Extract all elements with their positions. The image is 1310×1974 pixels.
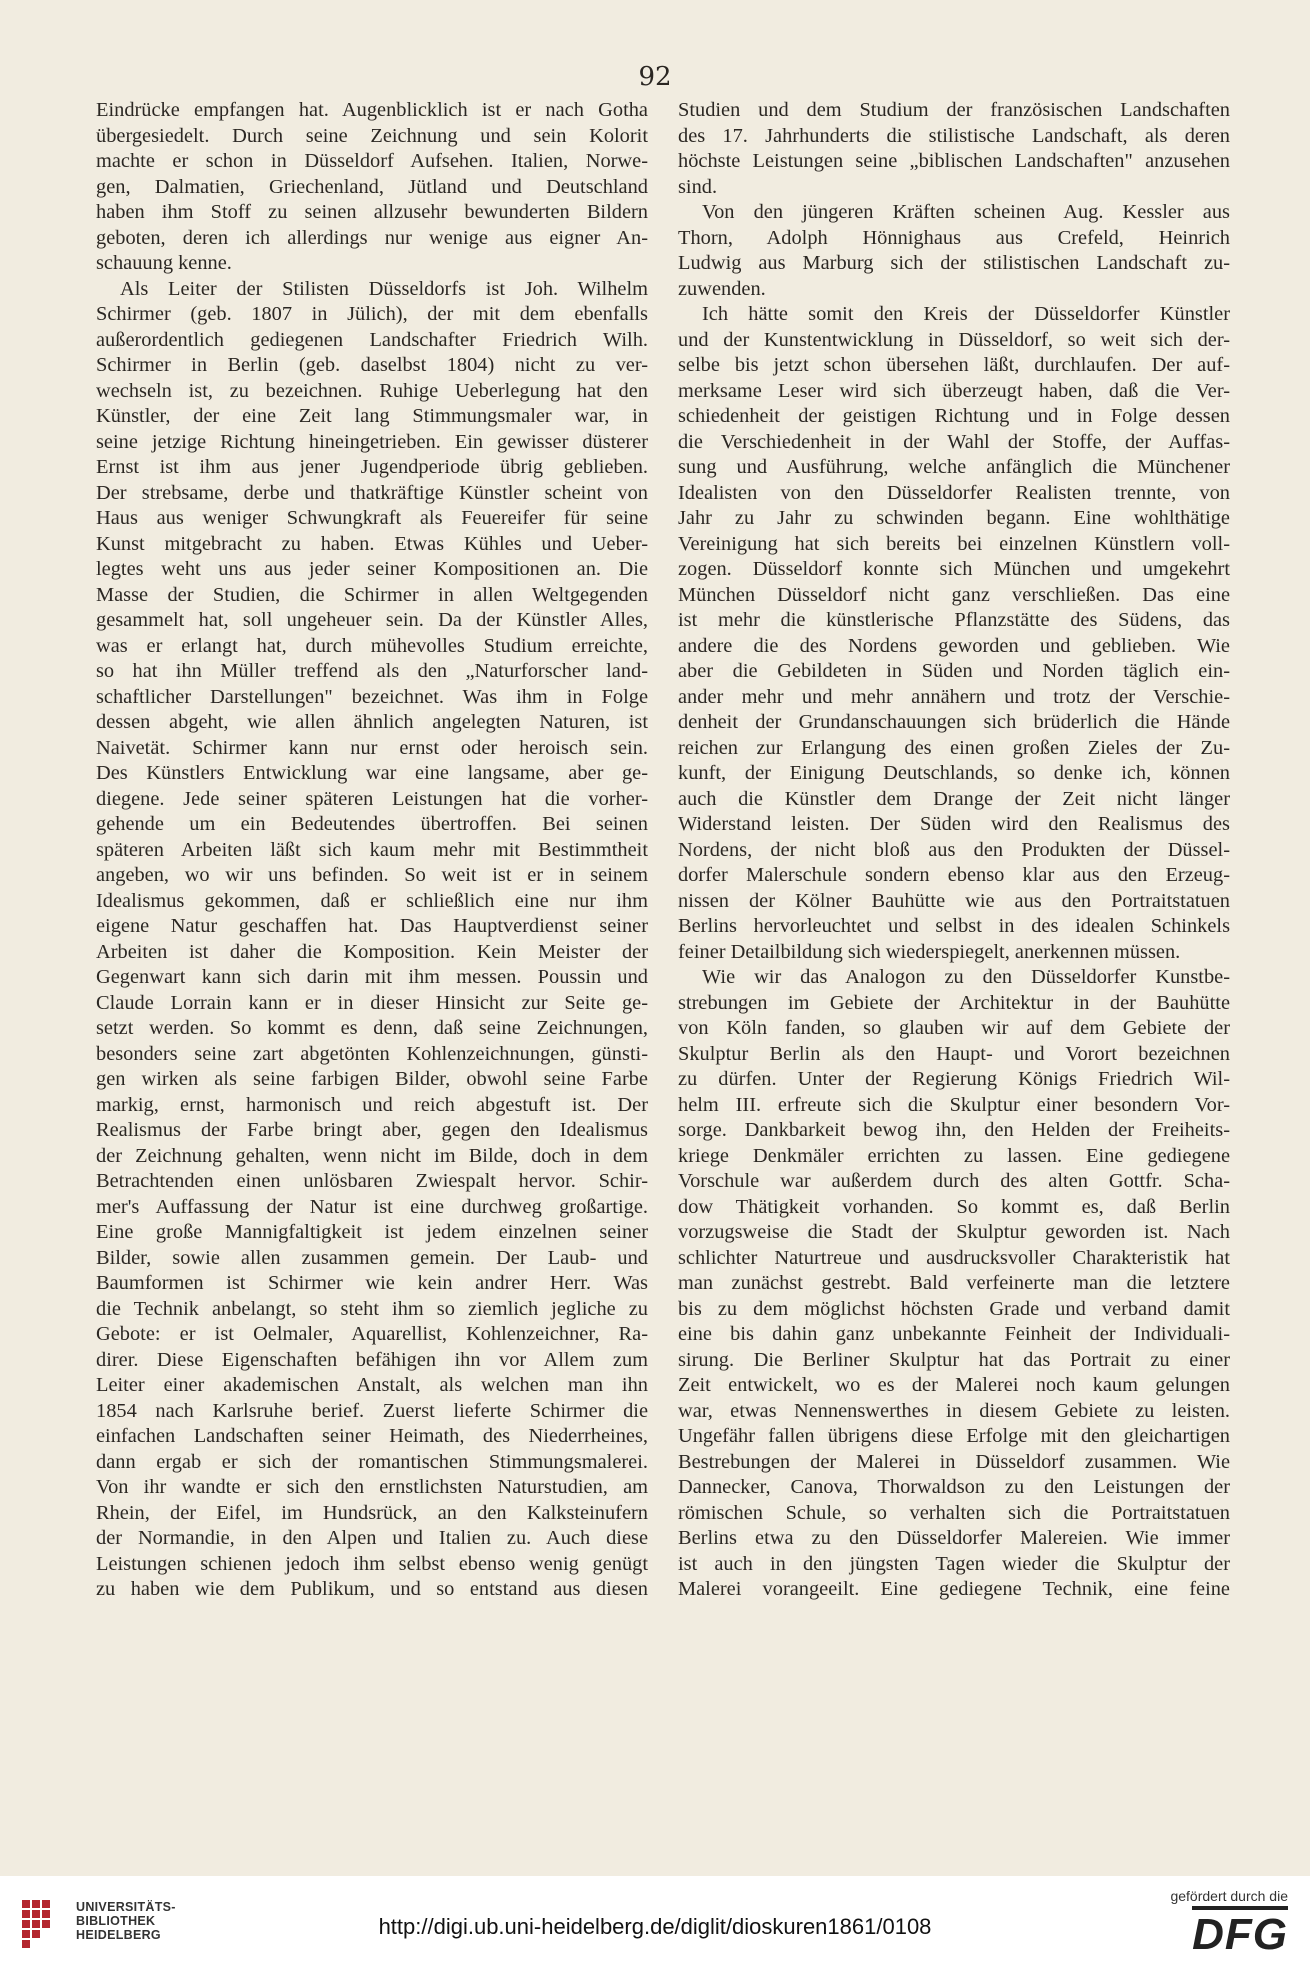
text-line: was er erlangt hat, durch mühevolles Studium erreichte, bbox=[96, 634, 648, 657]
text-line: wechseln ist, zu bezeichnen. Ruhige Ueberlegung hat den bbox=[96, 379, 648, 402]
text-line: höchste Leistungen seine „biblischen Landschaften" anzusehen bbox=[678, 150, 1230, 172]
text-line: markig, ernst, harmonisch und reich abgestuft ist. Der bbox=[96, 1093, 648, 1116]
paragraph bbox=[678, 200, 1230, 302]
text-line: Bilder, sowie allen zusammen gemein. Der Laub- und bbox=[96, 1246, 648, 1269]
text-line: Von ihr wandte er sich den ernstlichsten Naturstudien, am bbox=[96, 1476, 648, 1498]
right-text-column bbox=[678, 98, 1230, 1603]
text-line: gehende um ein Bedeutendes übertroffen. Bei seinen bbox=[96, 813, 648, 835]
text-line: direr. Diese Eigenschaften befähigen ihn vor Allem zum bbox=[96, 1348, 648, 1371]
text-line: ist mehr die künstlerische Pflanzstätte des Südens, das bbox=[678, 609, 1230, 631]
text-line: mer's Auffassung der Natur ist eine durchweg großartige. bbox=[96, 1195, 648, 1218]
text-line: sorge. Dankbarkeit bewog ihn, den Helden der Freiheits- bbox=[678, 1119, 1230, 1141]
text-line: Vorschule war außerdem durch des alten Gottfr. Scha- bbox=[678, 1170, 1230, 1192]
text-line: zogen. Düsseldorf konnte sich München und umgekehrt bbox=[678, 558, 1230, 580]
text-line: Masse der Studien, die Schirmer in allen Weltgegenden bbox=[96, 583, 648, 606]
text-line: andere die des Nordens geworden und geblieben. Wie bbox=[678, 634, 1230, 657]
text-line: Bestrebungen der Malerei in Düsseldorf zusammen. Wie bbox=[678, 1450, 1230, 1473]
funding-label: gefördert durch die bbox=[1170, 1888, 1288, 1904]
funding-notice bbox=[1098, 1888, 1288, 1958]
text-line: ist auch in den jüngsten Tagen wieder die Skulptur der bbox=[678, 1552, 1230, 1575]
text-line: dessen abgeht, wie allen ähnlich angelegten Naturen, ist bbox=[96, 711, 648, 733]
text-line: bis zu dem möglichst höchsten Grade und verband damit bbox=[678, 1297, 1230, 1320]
text-line: gen, Dalmatien, Griechenland, Jütland und Deutschland bbox=[96, 175, 648, 198]
text-line: Widerstand leisten. Der Süden wird den Realismus des bbox=[678, 813, 1230, 835]
text-line: selbe bis jetzt schon übersehen läßt, durchlaufen. Der auf- bbox=[678, 354, 1230, 376]
text-line: machte er schon in Düsseldorf Aufsehen. Italien, Norwe- bbox=[96, 150, 648, 172]
text-line: Idealismus gekommen, daß er schließlich eine nur ihm bbox=[96, 889, 648, 912]
text-line: eine bis dahin ganz unbekannte Feinheit der Individuali- bbox=[678, 1323, 1230, 1345]
text-line: Betrachtenden einen unlösbaren Zwiespalt hervor. Schir- bbox=[96, 1170, 648, 1192]
text-line: Haus aus weniger Schwungkraft als Feuereifer für seine bbox=[96, 507, 648, 529]
text-line: Arbeiten ist daher die Komposition. Kein Meister der bbox=[96, 940, 648, 963]
text-line: Claude Lorrain kann er in dieser Hinsicht zur Seite ge- bbox=[96, 991, 648, 1014]
text-line: reichen zur Erlangung des einen großen Zieles der Zu- bbox=[678, 736, 1230, 759]
dfg-logo[interactable]: DFG bbox=[1192, 1906, 1288, 1958]
text-line: der Normandie, in den Alpen und Italien zu. Auch diese bbox=[96, 1527, 648, 1549]
text-line: sirung. Die Berliner Skulptur hat das Portrait zu einer bbox=[678, 1348, 1230, 1371]
text-line: so hat ihn Müller treffend als den „Naturforscher land- bbox=[96, 660, 648, 682]
text-line: 1854 nach Karlsruhe berief. Zuerst lieferte Schirmer die bbox=[96, 1399, 648, 1422]
text-line: zu dürfen. Unter der Regierung Königs Friedrich Wil- bbox=[678, 1068, 1230, 1090]
paragraph bbox=[678, 965, 1230, 1603]
library-name-line-1: UNIVERSITÄTS- bbox=[76, 1900, 176, 1914]
text-line: Naivetät. Schirmer kann nur ernst oder heroisch sein. bbox=[96, 736, 648, 759]
text-line: Skulptur Berlin als den Haupt- und Vorort bezeichnen bbox=[678, 1042, 1230, 1065]
text-line: Studien und dem Studium der französischen Landschaften bbox=[678, 99, 1230, 121]
text-line: Jahr zu Jahr zu schwinden begann. Eine wohlthätige bbox=[678, 507, 1230, 529]
library-name-line-3: HEIDELBERG bbox=[76, 1928, 161, 1942]
text-line: Schirmer (geb. 1807 in Jülich), der mit dem ebenfalls bbox=[96, 303, 648, 325]
text-line: merksame Leser wird sich überzeugt haben, daß die Ver- bbox=[678, 379, 1230, 402]
text-line: der Zeichnung gehalten, wenn nicht im Bilde, doch in dem bbox=[96, 1144, 648, 1167]
text-line: übergesiedelt. Durch seine Zeichnung und sein Kolorit bbox=[96, 124, 648, 147]
text-line: schlichter Naturtreue und ausdrucksvoller Charakteristik hat bbox=[678, 1246, 1230, 1269]
text-line: dann ergab er sich der romantischen Stimmungsmalerei. bbox=[96, 1450, 648, 1473]
text-line: kunft, der Einigung Deutschlands, so denke ich, können bbox=[678, 762, 1230, 784]
text-line: Wie wir das Analogon zu den Düsseldorfer Kunstbe- bbox=[702, 966, 1230, 988]
text-line: haben ihm Stoff zu seinen allzusehr bewunderten Bildern bbox=[96, 201, 648, 223]
footer-bar bbox=[0, 1876, 1310, 1974]
text-line: aber die Gebildeten in Süden und Norden täglich ein- bbox=[678, 660, 1230, 682]
text-line: Zeit entwickelt, wo es der Malerei noch kaum gelungen bbox=[678, 1374, 1230, 1396]
page-number: 92 bbox=[638, 62, 672, 92]
text-line: Kunst mitgebracht zu haben. Etwas Kühles und Ueber- bbox=[96, 532, 648, 555]
text-line: strebungen im Gebiete der Architektur in der Bauhütte bbox=[678, 991, 1230, 1014]
text-line: vorzugsweise die Stadt der Skulptur geworden ist. Nach bbox=[678, 1221, 1230, 1243]
paragraph bbox=[678, 302, 1230, 965]
text-line: die Verschiedenheit in der Wahl der Stoffe, der Auffas- bbox=[678, 430, 1230, 453]
text-line: Berlins etwa zu den Düsseldorfer Malereien. Wie immer bbox=[678, 1527, 1230, 1549]
text-line: setzt werden. So kommt es denn, daß seine Zeichnungen, bbox=[96, 1017, 648, 1039]
text-line: eigene Natur geschaffen hat. Das Hauptverdienst seiner bbox=[96, 915, 648, 937]
text-line: Thorn, Adolph Hönnighaus aus Crefeld, Heinrich bbox=[678, 226, 1230, 249]
text-line: feiner Detailbildung sich wiederspiegelt, anerkennen müssen. bbox=[678, 940, 1181, 963]
text-line: legtes weht uns aus jeder seiner Kompositionen an. Die bbox=[96, 558, 648, 580]
text-line: gesammelt hat, soll ungeheuer sein. Da der Künstler Alles, bbox=[96, 609, 648, 631]
text-line: des 17. Jahrhunderts die stilistische Landschaft, als deren bbox=[678, 124, 1230, 147]
text-line: sung und Ausführung, welche anfänglich die Münchener bbox=[678, 456, 1230, 478]
text-line: ander mehr und mehr annähern und trotz der Verschie- bbox=[678, 685, 1230, 708]
text-line: Gegenwart kann sich darin mit ihm messen. Poussin und bbox=[96, 966, 648, 988]
text-line: München Düsseldorf nicht ganz verschließen. Das eine bbox=[678, 583, 1230, 606]
text-line: schauung kenne. bbox=[96, 252, 232, 274]
text-line: geboten, deren ich allerdings nur wenige aus eigner An- bbox=[96, 226, 648, 249]
text-line: denheit der Grundanschauungen sich brüderlich die Hände bbox=[678, 711, 1230, 733]
text-line: Schirmer in Berlin (geb. daselbst 1804) nicht zu ver- bbox=[96, 354, 648, 376]
text-line: Als Leiter der Stilisten Düsseldorfs ist Joh. Wilhelm bbox=[120, 277, 648, 300]
text-line: nissen der Kölner Bauhütte wie aus den Portraitstatuen bbox=[678, 889, 1230, 912]
paragraph bbox=[678, 98, 1230, 200]
text-line: helm III. erfreute sich die Skulptur einer besondern Vor- bbox=[678, 1093, 1230, 1116]
text-line: außerordentlich gediegenen Landschafter Friedrich Wilh. bbox=[96, 328, 648, 351]
text-line: die Technik anbelangt, so steht ihm so ziemlich jegliche zu bbox=[96, 1297, 648, 1320]
text-line: Des Künstlers Entwicklung war eine langsame, aber ge- bbox=[96, 762, 648, 784]
left-text-column bbox=[96, 98, 648, 1603]
text-line: kriege Denkmäler errichten zu lassen. Eine gediegene bbox=[678, 1144, 1230, 1167]
text-line: seine jetzige Richtung hineingetrieben. Ein gewisser düsterer bbox=[96, 430, 648, 453]
text-line: diegene. Jede seiner späteren Leistungen hat die vorher- bbox=[96, 787, 648, 810]
text-line: Vereinigung hat sich bereits bei einzelnen Künstlern voll- bbox=[678, 532, 1230, 555]
text-line: zu haben wie dem Publikum, und so entstand aus diesen bbox=[96, 1578, 648, 1600]
text-line: angeben, wo wir uns befinden. So weit ist er in seinem bbox=[96, 864, 648, 886]
text-line: Der strebsame, derbe und thatkräftige Künstler scheint von bbox=[96, 481, 648, 504]
text-line: Leiter einer akademischen Anstalt, als welchen man ihn bbox=[96, 1374, 648, 1396]
text-line: Berlins hervorleuchtet und selbst in des idealen Schinkels bbox=[678, 915, 1230, 937]
text-line: von Köln fanden, so glauben wir auf dem Gebiete der bbox=[678, 1017, 1230, 1039]
text-line: Ungefähr fallen übrigens diese Erfolge mit den gleichartigen bbox=[678, 1425, 1230, 1447]
text-line: Gebote: er ist Oelmaler, Aquarellist, Kohlenzeichner, Ra- bbox=[96, 1323, 648, 1345]
text-line: Leistungen schienen jedoch ihm selbst ebenso wenig genügt bbox=[96, 1552, 648, 1575]
text-line: Baumformen ist Schirmer wie kein andrer Herr. Was bbox=[96, 1272, 648, 1294]
text-line: Eine große Mannigfaltigkeit ist jedem einzelnen seiner bbox=[96, 1221, 648, 1243]
text-line: Ich hätte somit den Kreis der Düsseldorfer Künstler bbox=[702, 303, 1230, 325]
text-line: Realismus der Farbe bringt aber, gegen den Idealismus bbox=[96, 1119, 648, 1141]
text-line: gen wirken als seine farbigen Bilder, obwohl seine Farbe bbox=[96, 1068, 648, 1090]
text-line: Dannecker, Canova, Thorwaldson zu den Leistungen der bbox=[678, 1476, 1230, 1498]
text-line: man zunächst gestrebt. Bald verfeinerte man die letztere bbox=[678, 1272, 1230, 1294]
text-line: auch die Künstler dem Drange der Zeit nicht länger bbox=[678, 787, 1230, 810]
text-line: dorfer Malerschule sondern ebenso klar aus den Erzeug- bbox=[678, 864, 1230, 886]
text-line: sind. bbox=[678, 175, 718, 198]
text-line: besonders seine zart abgetönten Kohlenzeichnungen, günsti- bbox=[96, 1042, 648, 1065]
text-line: Nordens, der nicht bloß aus den Produkten der Düssel- bbox=[678, 838, 1230, 861]
text-line: späteren Arbeiten läßt sich kaum mehr mit Bestimmtheit bbox=[96, 838, 648, 861]
text-line: einfachen Landschaften seiner Heimath, des Niederrheines, bbox=[96, 1425, 648, 1447]
text-line: Künstler, der eine Zeit lang Stimmungsmaler war, in bbox=[96, 405, 648, 427]
text-line: schaftlicher Darstellungen" bezeichnet. Was ihm in Folge bbox=[96, 685, 648, 708]
text-line: Ernst ist ihm aus jener Jugendperiode übrig geblieben. bbox=[96, 456, 648, 478]
permalink-url[interactable]: http://digi.ub.uni-heidelberg.de/diglit/dioskuren1861/0108 bbox=[378, 1914, 932, 1939]
paragraph bbox=[96, 277, 648, 1603]
paragraph bbox=[96, 98, 648, 277]
text-line: und der Kunstentwicklung in Düsseldorf, so weit sich der- bbox=[678, 328, 1230, 351]
text-line: Von den jüngeren Kräften scheinen Aug. Kessler aus bbox=[702, 201, 1230, 223]
text-line: römischen Schule, so verhalten sich die Portraitstatuen bbox=[678, 1501, 1230, 1524]
text-line: dow Thätigkeit vorhanden. So kommt es, daß Berlin bbox=[678, 1195, 1230, 1218]
text-line: zuwenden. bbox=[678, 277, 766, 300]
library-name-line-2: BIBLIOTHEK bbox=[76, 1914, 156, 1928]
text-line: Ludwig aus Marburg sich der stilistischen Landschaft zu- bbox=[678, 252, 1230, 274]
text-line: Rhein, der Eifel, im Hundsrück, an den Kalksteinufern bbox=[96, 1501, 648, 1524]
text-line: Malerei vorangeeilt. Eine gediegene Technik, eine feine bbox=[678, 1578, 1230, 1600]
text-line: Idealisten von den Düsseldorfer Realisten trennte, von bbox=[678, 481, 1230, 504]
text-line: Eindrücke empfangen hat. Augenblicklich ist er nach Gotha bbox=[96, 99, 648, 121]
text-line: schiedenheit der geistigen Richtung und in Folge dessen bbox=[678, 405, 1230, 427]
text-line: war, etwas Nennenswerthes in diesem Gebiete zu leisten. bbox=[678, 1399, 1230, 1422]
